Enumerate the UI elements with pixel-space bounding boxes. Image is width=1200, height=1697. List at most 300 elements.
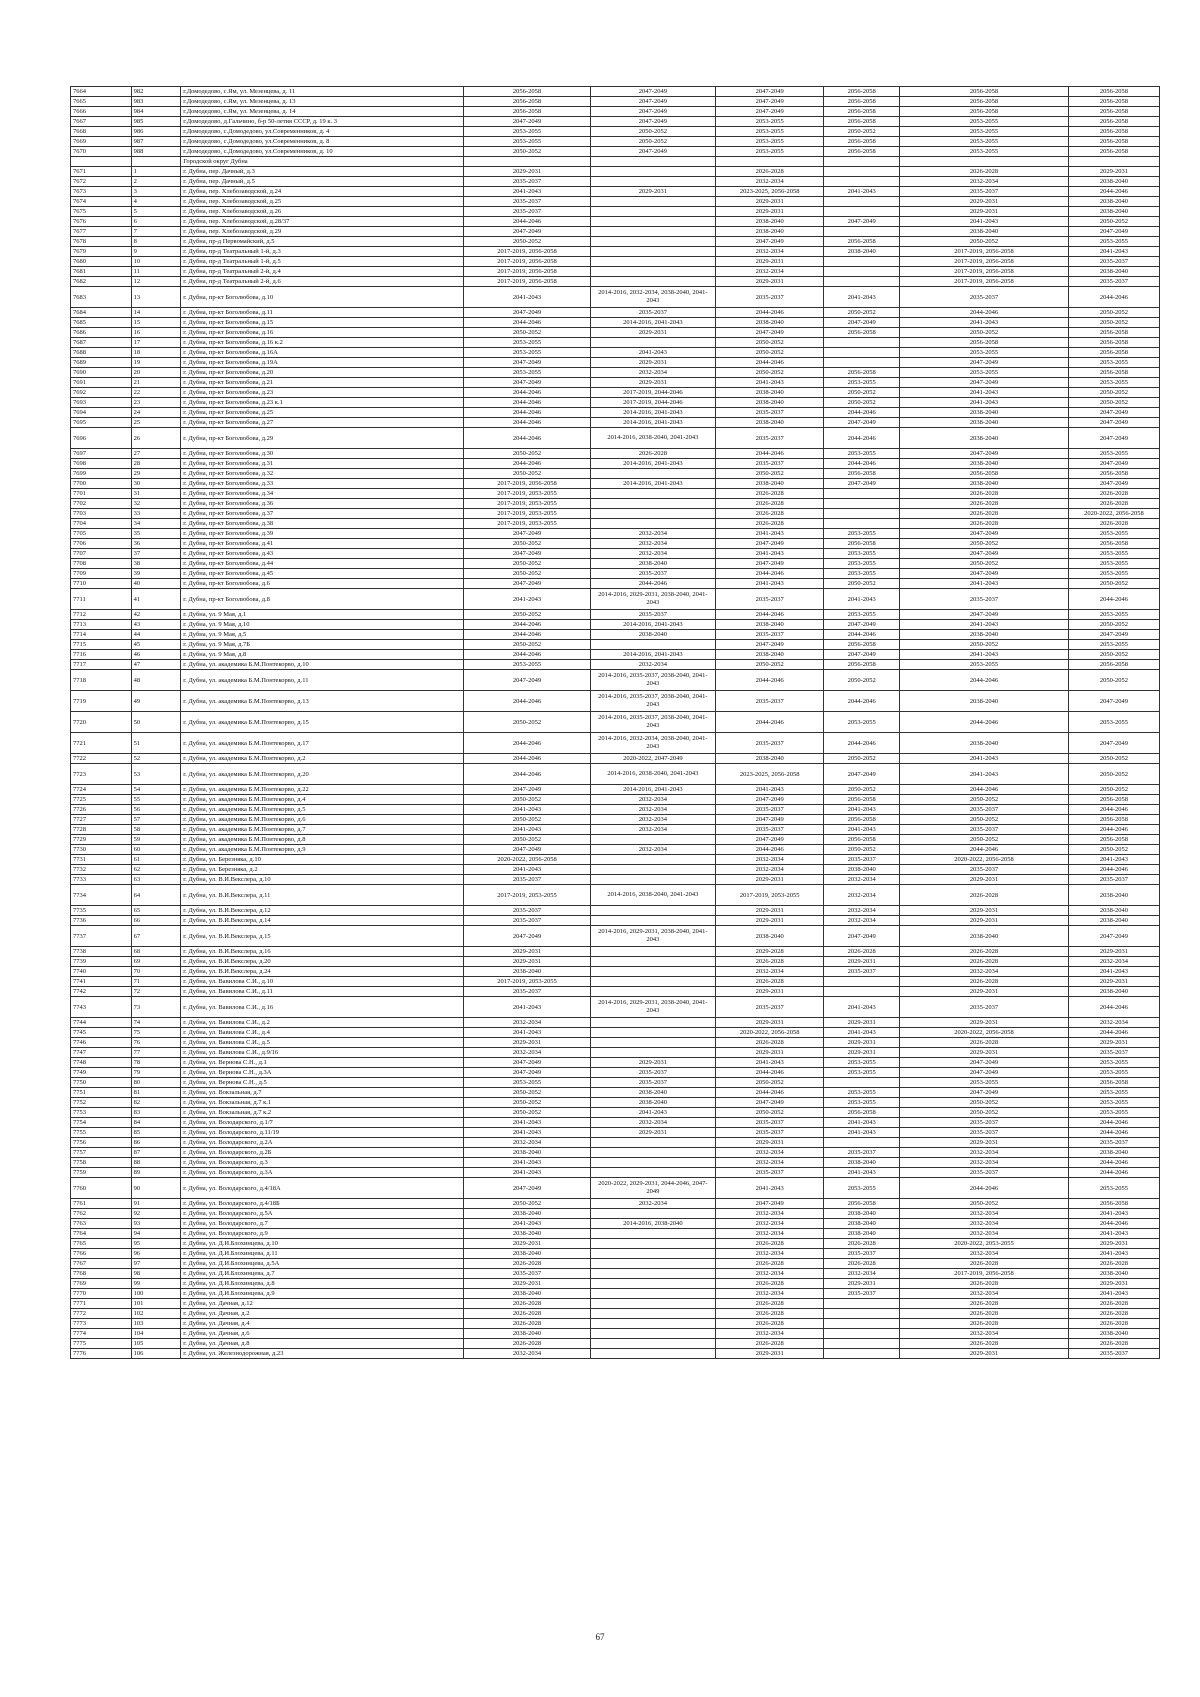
table-row bbox=[71, 660, 1160, 670]
address-cell: г.Домодедово, с.Ям, ул. Мезенцева, д. 13 bbox=[181, 97, 464, 107]
row-number-cell: 44 bbox=[131, 630, 181, 640]
period-cell: 2044-2046 bbox=[716, 308, 824, 318]
period-cell: 2041-2043 bbox=[1068, 967, 1159, 977]
period-cell: 2035-2037 bbox=[716, 459, 824, 469]
row-id-cell: 7769 bbox=[71, 1279, 132, 1289]
address-cell: г. Дубна, ул. Дачная, д.12 bbox=[181, 1299, 464, 1309]
period-cell: 2056-2058 bbox=[900, 87, 1069, 97]
period-cell: 2056-2058 bbox=[1068, 97, 1159, 107]
period-cell: 2038-2040 bbox=[1068, 1269, 1159, 1279]
row-number-cell: 43 bbox=[131, 620, 181, 630]
row-number-cell: 10 bbox=[131, 257, 181, 267]
period-cell bbox=[590, 247, 715, 257]
period-cell: 2026-2028 bbox=[716, 1309, 824, 1319]
period-cell: 2044-2046 bbox=[824, 459, 900, 469]
row-id-cell: 7761 bbox=[71, 1199, 132, 1209]
period-cell: 2050-2052 bbox=[824, 579, 900, 589]
period-cell: 2035-2037 bbox=[464, 207, 590, 217]
row-number-cell: 32 bbox=[131, 499, 181, 509]
table-row bbox=[71, 459, 1160, 469]
period-cell: 2047-2049 bbox=[900, 1088, 1069, 1098]
period-cell: 2047-2049 bbox=[590, 97, 715, 107]
period-cell bbox=[590, 519, 715, 529]
row-number-cell: 985 bbox=[131, 117, 181, 127]
row-number-cell: 71 bbox=[131, 977, 181, 987]
period-cell: 2017-2019, 2044-2046 bbox=[590, 398, 715, 408]
address-cell: г. Дубна, ул. академика Б.М.Понтекорво, д.20 bbox=[181, 764, 464, 785]
address-cell: г. Дубна, ул. академика Б.М.Понтекорво, д.9 bbox=[181, 845, 464, 855]
period-cell: 2050-2052 bbox=[464, 795, 590, 805]
period-cell: 2050-2052 bbox=[900, 640, 1069, 650]
period-cell: 2050-2052 bbox=[900, 835, 1069, 845]
table-row bbox=[71, 1259, 1160, 1269]
period-cell: 2041-2043 bbox=[900, 754, 1069, 764]
period-cell: 2050-2052 bbox=[716, 348, 824, 358]
period-cell bbox=[590, 1048, 715, 1058]
period-cell: 2014-2016, 2041-2043 bbox=[590, 650, 715, 660]
period-cell: 2056-2058 bbox=[1068, 368, 1159, 378]
period-cell: 2056-2058 bbox=[1068, 539, 1159, 549]
page-number: 67 bbox=[595, 1632, 605, 1642]
period-cell: 2026-2028 bbox=[1068, 519, 1159, 529]
row-id-cell: 7683 bbox=[71, 287, 132, 308]
row-number-cell: 56 bbox=[131, 805, 181, 815]
period-cell: 2044-2046 bbox=[824, 408, 900, 418]
row-number-cell: 53 bbox=[131, 764, 181, 785]
table-row bbox=[71, 247, 1160, 257]
table-row bbox=[71, 509, 1160, 519]
row-id-cell: 7721 bbox=[71, 733, 132, 754]
row-number-cell: 90 bbox=[131, 1178, 181, 1199]
address-cell: г. Дубна, ул. Володарского, д.1/7 bbox=[181, 1118, 464, 1128]
period-cell: 2047-2049 bbox=[824, 217, 900, 227]
table-row bbox=[71, 640, 1160, 650]
row-number-cell: 63 bbox=[131, 875, 181, 885]
period-cell: 2050-2052 bbox=[824, 127, 900, 137]
period-cell: 2035-2037 bbox=[716, 589, 824, 610]
address-cell: г. Дубна, пр-кт Боголюбова, д.41 bbox=[181, 539, 464, 549]
period-cell: 2044-2046 bbox=[1068, 805, 1159, 815]
table-row bbox=[71, 754, 1160, 764]
table-row bbox=[71, 805, 1160, 815]
period-cell: 2053-2055 bbox=[464, 338, 590, 348]
period-cell: 2026-2028 bbox=[900, 1038, 1069, 1048]
period-cell: 2038-2040 bbox=[1068, 267, 1159, 277]
row-number-cell: 62 bbox=[131, 865, 181, 875]
period-cell: 2026-2028 bbox=[716, 1339, 824, 1349]
period-cell: 2035-2037 bbox=[590, 308, 715, 318]
period-cell: 2026-2028 bbox=[824, 1239, 900, 1249]
period-cell: 2056-2058 bbox=[1068, 147, 1159, 157]
address-cell: г. Дубна, ул. Вавилова С.И., д.9/16 bbox=[181, 1048, 464, 1058]
period-cell: 2053-2055 bbox=[716, 127, 824, 137]
period-cell: 2038-2040 bbox=[716, 479, 824, 489]
row-number-cell: 92 bbox=[131, 1209, 181, 1219]
row-number-cell: 59 bbox=[131, 835, 181, 845]
address-cell: г. Дубна, пр-кт Боголюбова, д.37 bbox=[181, 509, 464, 519]
period-cell: 2047-2049 bbox=[464, 785, 590, 795]
period-cell: 2026-2028 bbox=[1068, 1339, 1159, 1349]
period-cell: 2029-2031 bbox=[590, 1058, 715, 1068]
period-cell: 2020-2022, 2056-2058 bbox=[900, 855, 1069, 865]
address-cell: г. Дубна, ул. В.И.Векслера, д.24 bbox=[181, 967, 464, 977]
row-number-cell: 84 bbox=[131, 1118, 181, 1128]
period-cell: 2041-2043 bbox=[1068, 247, 1159, 257]
period-cell: 2038-2040 bbox=[716, 418, 824, 428]
period-cell: 2053-2055 bbox=[1068, 549, 1159, 559]
row-number-cell: 68 bbox=[131, 947, 181, 957]
period-cell: 2041-2043 bbox=[900, 398, 1069, 408]
period-cell: 2038-2040 bbox=[824, 1229, 900, 1239]
period-cell: 2041-2043 bbox=[716, 1178, 824, 1199]
period-cell: 2017-2019, 2053-2055 bbox=[464, 519, 590, 529]
period-cell: 2050-2052 bbox=[1068, 845, 1159, 855]
row-number-cell: 986 bbox=[131, 127, 181, 137]
table-row bbox=[71, 287, 1160, 308]
period-cell: 2047-2049 bbox=[716, 87, 824, 97]
period-cell: 2035-2037 bbox=[900, 187, 1069, 197]
period-cell: 2035-2037 bbox=[716, 805, 824, 815]
period-cell: 2026-2028 bbox=[900, 977, 1069, 987]
period-cell: 2050-2052 bbox=[900, 815, 1069, 825]
period-cell bbox=[590, 640, 715, 650]
period-cell: 2056-2058 bbox=[1068, 87, 1159, 97]
period-cell: 2035-2037 bbox=[900, 1168, 1069, 1178]
row-id-cell: 7711 bbox=[71, 589, 132, 610]
row-id-cell: 7745 bbox=[71, 1028, 132, 1038]
period-cell: 2029-2031 bbox=[824, 1018, 900, 1028]
row-number-cell: 96 bbox=[131, 1249, 181, 1259]
period-cell: 2029-2031 bbox=[900, 1138, 1069, 1148]
row-id-cell: 7702 bbox=[71, 499, 132, 509]
period-cell: 2047-2049 bbox=[590, 87, 715, 97]
table-row bbox=[71, 1299, 1160, 1309]
period-cell: 2050-2052 bbox=[900, 1098, 1069, 1108]
period-cell: 2020-2022, 2056-2058 bbox=[716, 1028, 824, 1038]
period-cell: 2038-2040 bbox=[900, 479, 1069, 489]
period-cell: 2032-2034 bbox=[464, 1349, 590, 1359]
period-cell: 2047-2049 bbox=[590, 107, 715, 117]
period-cell: 2056-2058 bbox=[464, 107, 590, 117]
row-number-cell: 52 bbox=[131, 754, 181, 764]
period-cell: 2038-2040 bbox=[590, 559, 715, 569]
period-cell: 2047-2049 bbox=[464, 358, 590, 368]
row-number-cell: 77 bbox=[131, 1048, 181, 1058]
period-cell bbox=[590, 835, 715, 845]
period-cell: 2026-2028 bbox=[716, 509, 824, 519]
address-cell: г. Дубна, ул. В.И.Векслера, д.14 bbox=[181, 916, 464, 926]
row-id-cell: 7707 bbox=[71, 549, 132, 559]
period-cell bbox=[590, 1299, 715, 1309]
table-row bbox=[71, 691, 1160, 712]
row-number-cell: 7 bbox=[131, 227, 181, 237]
period-cell: 2029-2031 bbox=[590, 187, 715, 197]
row-number-cell: 29 bbox=[131, 469, 181, 479]
row-id-cell: 7770 bbox=[71, 1289, 132, 1299]
table-row bbox=[71, 519, 1160, 529]
address-cell: г. Дубна, пер. Хлебозаводской, д.29 bbox=[181, 227, 464, 237]
table-row bbox=[71, 926, 1160, 947]
period-cell: 2026-2028 bbox=[716, 957, 824, 967]
period-cell: 2050-2052 bbox=[716, 1078, 824, 1088]
address-cell: г. Дубна, пр-кт Боголюбова, д.32 bbox=[181, 469, 464, 479]
period-cell: 2014-2016, 2029-2031, 2038-2040, 2041-2043 bbox=[590, 997, 715, 1018]
period-cell: 2014-2016, 2041-2043 bbox=[590, 459, 715, 469]
period-cell: 2053-2055 bbox=[1068, 1088, 1159, 1098]
table-row bbox=[71, 610, 1160, 620]
period-cell: 2032-2034 bbox=[824, 916, 900, 926]
table-row bbox=[71, 378, 1160, 388]
table-row bbox=[71, 217, 1160, 227]
period-cell: 2029-2031 bbox=[824, 1279, 900, 1289]
period-cell: 2053-2055 bbox=[824, 1098, 900, 1108]
period-cell: 2050-2052 bbox=[590, 127, 715, 137]
row-number-cell: 101 bbox=[131, 1299, 181, 1309]
period-cell: 2038-2040 bbox=[900, 630, 1069, 640]
period-cell: 2050-2052 bbox=[464, 1108, 590, 1118]
table-row bbox=[71, 967, 1160, 977]
table-row bbox=[71, 1178, 1160, 1199]
period-cell: 2053-2055 bbox=[824, 549, 900, 559]
address-cell: г. Дубна, ул. академика Б.М.Понтекорво, д.22 bbox=[181, 785, 464, 795]
period-cell: 2053-2055 bbox=[1068, 1178, 1159, 1199]
row-id-cell: 7722 bbox=[71, 754, 132, 764]
row-id-cell: 7712 bbox=[71, 610, 132, 620]
period-cell: 2044-2046 bbox=[464, 418, 590, 428]
row-id-cell: 7731 bbox=[71, 855, 132, 865]
period-cell: 2035-2037 bbox=[1068, 257, 1159, 267]
row-number-cell: 89 bbox=[131, 1168, 181, 1178]
table-row bbox=[71, 1048, 1160, 1058]
period-cell: 2053-2055 bbox=[824, 1058, 900, 1068]
period-cell: 2026-2028 bbox=[590, 449, 715, 459]
period-cell: 2026-2028 bbox=[716, 1299, 824, 1309]
row-number-cell: 984 bbox=[131, 107, 181, 117]
address-cell: г. Дубна, ул. Дачная, д.4 bbox=[181, 1319, 464, 1329]
period-cell bbox=[590, 277, 715, 287]
row-number-cell: 2 bbox=[131, 177, 181, 187]
period-cell: 2050-2052 bbox=[1068, 620, 1159, 630]
address-cell: г. Дубна, ул. Володарского, д.7 bbox=[181, 1219, 464, 1229]
row-number-cell: 20 bbox=[131, 368, 181, 378]
table-row bbox=[71, 1028, 1160, 1038]
period-cell: 2047-2049 bbox=[716, 1199, 824, 1209]
row-number-cell: 11 bbox=[131, 267, 181, 277]
period-cell bbox=[590, 1329, 715, 1339]
row-number-cell: 103 bbox=[131, 1319, 181, 1329]
period-cell: 2044-2046 bbox=[1068, 187, 1159, 197]
row-number-cell: 55 bbox=[131, 795, 181, 805]
table-row bbox=[71, 277, 1160, 287]
row-id-cell: 7684 bbox=[71, 308, 132, 318]
row-number-cell: 36 bbox=[131, 539, 181, 549]
period-cell: 2056-2058 bbox=[1068, 348, 1159, 358]
address-cell: г. Дубна, пр-кт Боголюбова, д.16 к.2 bbox=[181, 338, 464, 348]
period-cell: 2029-2031 bbox=[716, 1048, 824, 1058]
row-number-cell: 31 bbox=[131, 489, 181, 499]
period-cell: 2044-2046 bbox=[1068, 1128, 1159, 1138]
address-cell: г. Дубна, ул. Вавилова С.И., д.11 bbox=[181, 987, 464, 997]
period-cell: 2014-2016, 2041-2043 bbox=[590, 620, 715, 630]
period-cell: 2056-2058 bbox=[1068, 137, 1159, 147]
address-cell: г. Дубна, ул. Д.И.Блохинцева, д.7 bbox=[181, 1269, 464, 1279]
address-cell: г. Дубна, пр-кт Боголюбова, д.29 bbox=[181, 428, 464, 449]
address-cell: г. Дубна, ул. Володарского, д.4/18Б bbox=[181, 1199, 464, 1209]
address-cell: г. Дубна, ул. В.И.Векслера, д.20 bbox=[181, 957, 464, 967]
period-cell: 2041-2043 bbox=[824, 805, 900, 815]
period-cell: 2026-2028 bbox=[900, 489, 1069, 499]
period-cell: 2050-2052 bbox=[1068, 764, 1159, 785]
period-cell: 2017-2019, 2053-2055 bbox=[464, 499, 590, 509]
period-cell: 2041-2043 bbox=[1068, 855, 1159, 865]
row-id-cell: 7737 bbox=[71, 926, 132, 947]
period-cell: 2053-2055 bbox=[900, 368, 1069, 378]
period-cell bbox=[824, 277, 900, 287]
period-cell: 2056-2058 bbox=[824, 147, 900, 157]
period-cell: 2029-2031 bbox=[716, 1138, 824, 1148]
period-cell: 2035-2037 bbox=[464, 1269, 590, 1279]
period-cell: 2053-2055 bbox=[1068, 529, 1159, 539]
period-cell bbox=[590, 1249, 715, 1259]
address-cell: г. Дубна, ул. Володарского, д.2А bbox=[181, 1138, 464, 1148]
period-cell: 2044-2046 bbox=[1068, 1158, 1159, 1168]
table-row bbox=[71, 237, 1160, 247]
row-id-cell: 7728 bbox=[71, 825, 132, 835]
period-cell: 2026-2028 bbox=[900, 1299, 1069, 1309]
period-cell bbox=[824, 1309, 900, 1319]
period-cell bbox=[590, 469, 715, 479]
table-row bbox=[71, 1199, 1160, 1209]
period-cell bbox=[590, 338, 715, 348]
period-cell: 2026-2028 bbox=[1068, 1299, 1159, 1309]
period-cell: 2041-2043 bbox=[824, 1168, 900, 1178]
address-cell: г. Дубна, ул. академика Б.М.Понтекорво, д.5 bbox=[181, 805, 464, 815]
period-cell: 2032-2034 bbox=[464, 1048, 590, 1058]
period-cell: 2044-2046 bbox=[1068, 287, 1159, 308]
row-number-cell: 35 bbox=[131, 529, 181, 539]
row-number-cell: 104 bbox=[131, 1329, 181, 1339]
row-id-cell: 7723 bbox=[71, 764, 132, 785]
row-number-cell: 46 bbox=[131, 650, 181, 660]
address-cell: г. Дубна, пер. Хлебозаводской, д.25 bbox=[181, 197, 464, 207]
period-cell: 2056-2058 bbox=[824, 1108, 900, 1118]
period-cell bbox=[590, 1148, 715, 1158]
row-id-cell: 7678 bbox=[71, 237, 132, 247]
period-cell: 2014-2016, 2041-2043 bbox=[590, 408, 715, 418]
period-cell: 2029-2031 bbox=[590, 1128, 715, 1138]
table-row bbox=[71, 815, 1160, 825]
period-cell bbox=[590, 1269, 715, 1279]
row-id-cell bbox=[71, 157, 132, 167]
period-cell: 2053-2055 bbox=[464, 348, 590, 358]
period-cell: 2056-2058 bbox=[824, 640, 900, 650]
schedule-table-body bbox=[71, 87, 1160, 1359]
address-cell: г. Дубна, пр-д Театральный 2-й, д.4 bbox=[181, 267, 464, 277]
period-cell: 2038-2040 bbox=[716, 926, 824, 947]
row-number-cell: 49 bbox=[131, 691, 181, 712]
period-cell: 2029-2031 bbox=[590, 358, 715, 368]
row-id-cell: 7677 bbox=[71, 227, 132, 237]
address-cell: г. Дубна, ул. Вокзальная, д.7 bbox=[181, 1088, 464, 1098]
period-cell: 2032-2034 bbox=[824, 1269, 900, 1279]
period-cell: 2047-2049 bbox=[590, 117, 715, 127]
period-cell: 2038-2040 bbox=[716, 388, 824, 398]
period-cell bbox=[1068, 157, 1159, 167]
period-cell: 2032-2034 bbox=[716, 865, 824, 875]
row-number-cell: 73 bbox=[131, 997, 181, 1018]
address-cell: г. Дубна, пр-кт Боголюбова, д.33 bbox=[181, 479, 464, 489]
period-cell: 2017-2019, 2056-2058 bbox=[900, 277, 1069, 287]
period-cell: 2050-2052 bbox=[716, 469, 824, 479]
period-cell: 2032-2034 bbox=[716, 1158, 824, 1168]
period-cell: 2044-2046 bbox=[900, 785, 1069, 795]
table-row bbox=[71, 733, 1160, 754]
period-cell: 2029-2031 bbox=[900, 1349, 1069, 1359]
row-id-cell: 7685 bbox=[71, 318, 132, 328]
period-cell bbox=[590, 1028, 715, 1038]
period-cell: 2029-2031 bbox=[900, 987, 1069, 997]
period-cell: 2020-2022, 2056-2058 bbox=[464, 855, 590, 865]
period-cell: 2038-2040 bbox=[1068, 1329, 1159, 1339]
period-cell: 2050-2052 bbox=[1068, 579, 1159, 589]
period-cell: 2038-2040 bbox=[716, 227, 824, 237]
row-number-cell: 47 bbox=[131, 660, 181, 670]
period-cell: 2050-2052 bbox=[464, 1088, 590, 1098]
row-number-cell: 93 bbox=[131, 1219, 181, 1229]
row-id-cell: 7703 bbox=[71, 509, 132, 519]
period-cell: 2014-2016, 2041-2043 bbox=[590, 318, 715, 328]
period-cell: 2035-2037 bbox=[590, 1078, 715, 1088]
period-cell: 2035-2037 bbox=[464, 875, 590, 885]
period-cell bbox=[590, 499, 715, 509]
period-cell: 2044-2046 bbox=[824, 691, 900, 712]
row-id-cell: 7732 bbox=[71, 865, 132, 875]
period-cell: 2035-2037 bbox=[716, 1128, 824, 1138]
period-cell: 2053-2055 bbox=[900, 117, 1069, 127]
address-cell: г. Дубна, пр-кт Боголюбова, д.39 bbox=[181, 529, 464, 539]
period-cell: 2026-2028 bbox=[464, 1309, 590, 1319]
row-id-cell: 7696 bbox=[71, 428, 132, 449]
period-cell: 2026-2028 bbox=[716, 1038, 824, 1048]
period-cell: 2050-2052 bbox=[1068, 754, 1159, 764]
period-cell: 2020-2022, 2029-2031, 2044-2046, 2047-2049 bbox=[590, 1178, 715, 1199]
row-id-cell: 7736 bbox=[71, 916, 132, 926]
address-cell: г. Дубна, ул. академика Б.М.Понтекорво, д.11 bbox=[181, 670, 464, 691]
table-row bbox=[71, 177, 1160, 187]
row-id-cell: 7767 bbox=[71, 1259, 132, 1269]
period-cell: 2035-2037 bbox=[900, 997, 1069, 1018]
period-cell: 2056-2058 bbox=[1068, 795, 1159, 805]
table-row bbox=[71, 328, 1160, 338]
period-cell: 2032-2034 bbox=[716, 1269, 824, 1279]
period-cell: 2041-2043 bbox=[824, 589, 900, 610]
period-cell: 2044-2046 bbox=[824, 428, 900, 449]
period-cell: 2032-2034 bbox=[716, 1209, 824, 1219]
period-cell: 2014-2016, 2041-2043 bbox=[590, 418, 715, 428]
period-cell: 2032-2034 bbox=[900, 1158, 1069, 1168]
address-cell: г. Дубна, ул. Дачная, д.2 bbox=[181, 1309, 464, 1319]
period-cell: 2047-2049 bbox=[464, 117, 590, 127]
row-id-cell: 7719 bbox=[71, 691, 132, 712]
period-cell: 2044-2046 bbox=[464, 620, 590, 630]
table-row bbox=[71, 1349, 1160, 1359]
period-cell: 2056-2058 bbox=[900, 469, 1069, 479]
period-cell: 2041-2043 bbox=[900, 388, 1069, 398]
table-row bbox=[71, 479, 1160, 489]
row-id-cell: 7749 bbox=[71, 1068, 132, 1078]
period-cell bbox=[824, 227, 900, 237]
period-cell: 2029-2031 bbox=[824, 957, 900, 967]
